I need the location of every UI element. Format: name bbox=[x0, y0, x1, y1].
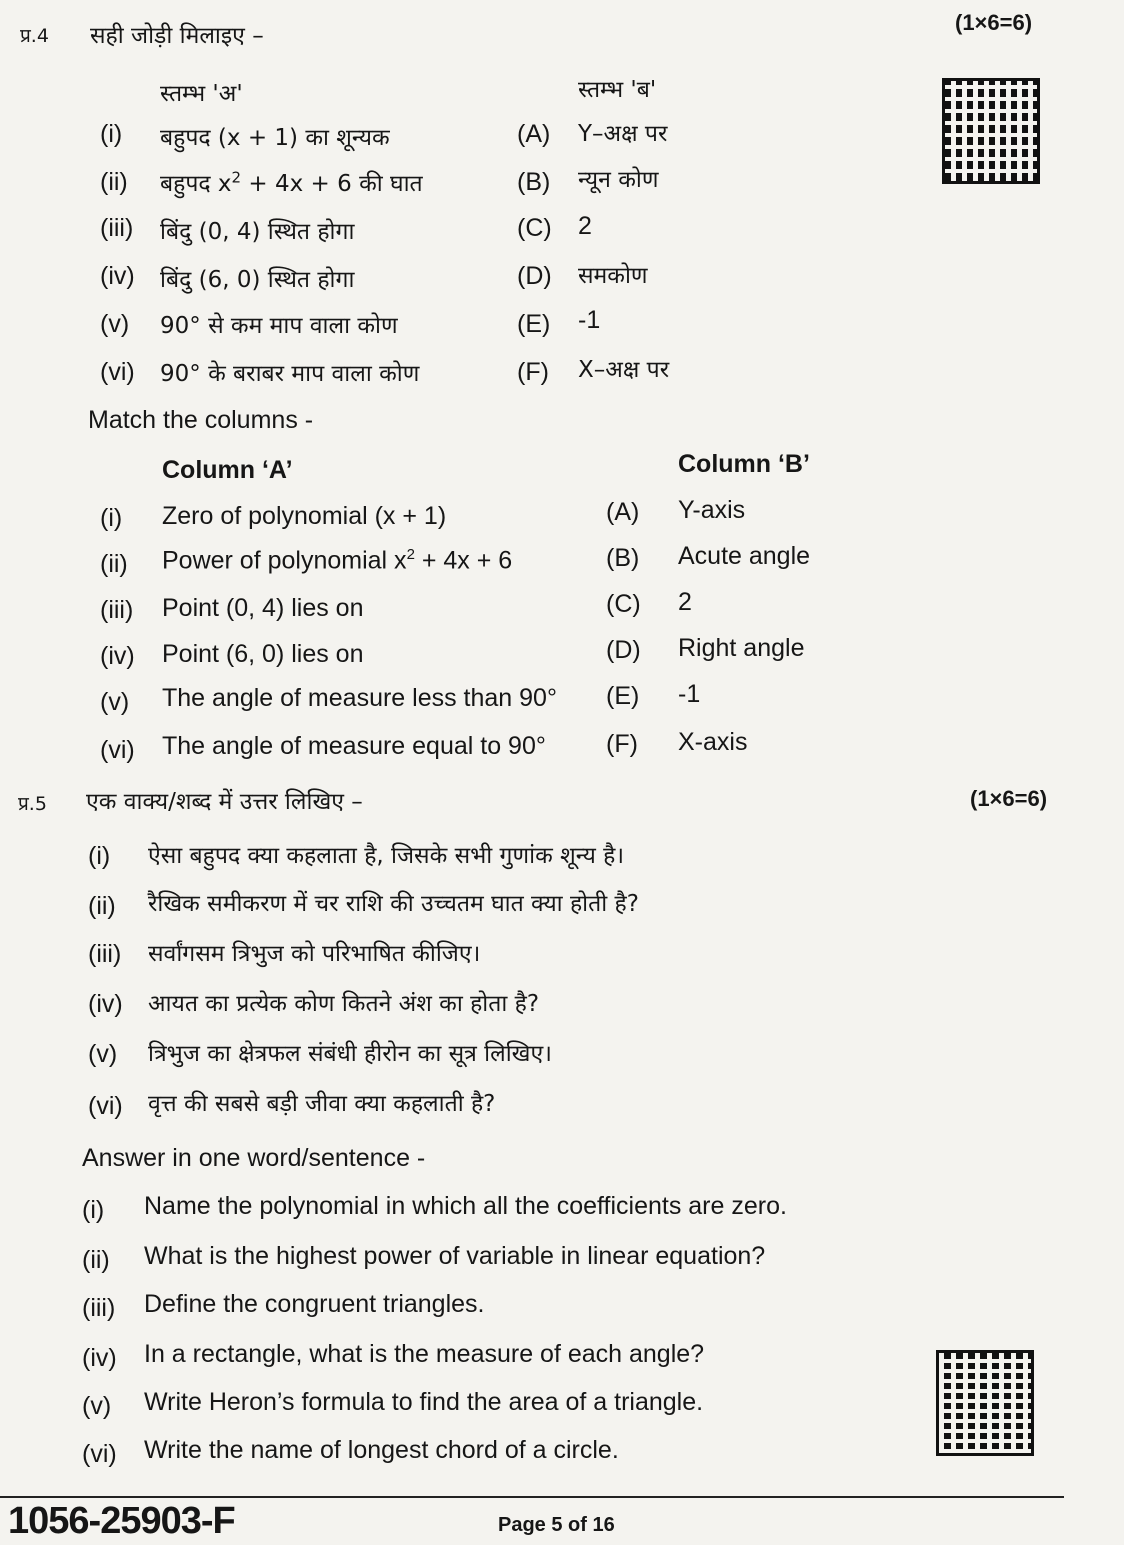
q5-hi-num: (ii) bbox=[88, 892, 116, 920]
q4-hi-row-b: समकोण bbox=[578, 263, 648, 289]
q5-en-text: Name the polynomial in which all the coefficients are zero. bbox=[144, 1192, 787, 1220]
q5-hi-text: ऐसा बहुपद क्या कहलाता है, जिसके सभी गुणांक शून्य है। bbox=[148, 843, 625, 869]
q5-title: एक वाक्य/शब्द में उत्तर लिखिए – bbox=[86, 789, 363, 815]
q4-en-row-b: Acute angle bbox=[678, 542, 811, 570]
q5-en-num: (iii) bbox=[82, 1294, 116, 1322]
q4-hi-row-b: न्यून कोण bbox=[578, 167, 659, 193]
q4-en-row-a: Point (0, 4) lies on bbox=[162, 594, 364, 622]
q4-hi-row-key: (D) bbox=[517, 262, 552, 290]
q5-hi-num: (vi) bbox=[88, 1092, 123, 1120]
q5-en-num: (vi) bbox=[82, 1440, 117, 1468]
q4-hi-row-a: 90° से कम माप वाला कोण bbox=[160, 313, 398, 339]
q5-en-intro: Answer in one word/sentence - bbox=[82, 1144, 426, 1172]
q5-hi-text: वृत्त की सबसे बड़ी जीवा क्या कहलाती है? bbox=[148, 1091, 496, 1117]
q5-en-num: (iv) bbox=[82, 1344, 117, 1372]
q5-number: प्र.5 bbox=[18, 793, 47, 815]
q4-hi-row-a: बिंदु (0, 4) स्थित होगा bbox=[160, 219, 355, 245]
q5-en-num: (v) bbox=[82, 1392, 112, 1420]
q4-hi-row-a: बहुपद $x^2 + 4x + 6$ की घात bbox=[160, 168, 423, 197]
q5-en-text: Write Heron’s formula to find the area of a triangle. bbox=[144, 1388, 704, 1416]
q4-en-row-key: (C) bbox=[606, 590, 641, 618]
q5-en-text: Write the name of longest chord of a circle. bbox=[144, 1436, 619, 1464]
q4-hi-col-a-head: स्तम्भ 'अ' bbox=[160, 81, 243, 107]
q5-hi-num: (i) bbox=[88, 842, 111, 870]
q4-en-row-num: (vi) bbox=[100, 736, 135, 764]
q4-hi-row-b: Y–अक्ष पर bbox=[578, 121, 668, 147]
q4-en-row-num: (ii) bbox=[100, 550, 128, 578]
q4-en-row-key: (B) bbox=[606, 544, 640, 572]
q4-title: सही जोड़ी मिलाइए – bbox=[90, 23, 264, 49]
barcode-top-icon bbox=[942, 78, 1040, 184]
q4-hi-row-a: 90° के बराबर माप वाला कोण bbox=[160, 361, 420, 387]
q4-en-row-b: 2 bbox=[678, 588, 692, 616]
q5-hi-text: रैखिक समीकरण में चर राशि की उच्चतम घात क्या होती है? bbox=[148, 891, 639, 917]
q5-en-text: What is the highest power of variable in linear equation? bbox=[144, 1242, 766, 1270]
q4-hi-row-key: (C) bbox=[517, 214, 552, 242]
q4-hi-row-b: -1 bbox=[578, 306, 601, 334]
q4-en-row-key: (E) bbox=[606, 682, 640, 710]
q5-hi-num: (iv) bbox=[88, 990, 123, 1018]
q5-marks: (1×6=6) bbox=[970, 786, 1048, 811]
q4-en-row-a: Zero of polynomial (x + 1) bbox=[162, 502, 447, 530]
page-number: Page 5 of 16 bbox=[498, 1514, 615, 1536]
q4-hi-row-num: (ii) bbox=[100, 168, 128, 196]
q4-hi-row-num: (vi) bbox=[100, 358, 135, 386]
q5-hi-text: सर्वांगसम त्रिभुज को परिभाषित कीजिए। bbox=[148, 941, 481, 967]
q4-en-row-a: Point (6, 0) lies on bbox=[162, 640, 364, 668]
q4-en-col-b-head: Column ‘B’ bbox=[678, 450, 810, 478]
q4-hi-row-key: (E) bbox=[517, 310, 551, 338]
barcode-bottom-icon bbox=[936, 1350, 1034, 1456]
q4-en-row-num: (iv) bbox=[100, 642, 135, 670]
q4-hi-row-key: (A) bbox=[517, 120, 551, 148]
q4-hi-row-a: बिंदु (6, 0) स्थित होगा bbox=[160, 267, 355, 293]
q4-en-row-num: (i) bbox=[100, 504, 123, 532]
q4-hi-row-b: 2 bbox=[578, 212, 592, 240]
q4-marks: (1×6=6) bbox=[955, 10, 1033, 35]
q5-en-num: (ii) bbox=[82, 1246, 110, 1274]
q4-hi-row-num: (iv) bbox=[100, 262, 135, 290]
paper-code: 1056-25903-F bbox=[8, 1500, 235, 1542]
q5-en-num: (i) bbox=[82, 1196, 105, 1224]
q5-hi-num: (iii) bbox=[88, 940, 122, 968]
q4-hi-row-b: X–अक्ष पर bbox=[578, 357, 670, 383]
q4-hi-row-num: (iii) bbox=[100, 214, 134, 242]
q4-hi-row-num: (i) bbox=[100, 120, 123, 148]
q4-hi-row-key: (B) bbox=[517, 168, 551, 196]
q5-hi-num: (v) bbox=[88, 1040, 118, 1068]
q4-hi-row-key: (F) bbox=[517, 358, 549, 386]
q4-hi-row-num: (v) bbox=[100, 310, 130, 338]
q4-number: प्र.4 bbox=[20, 25, 49, 47]
q4-en-row-key: (F) bbox=[606, 730, 638, 758]
q4-en-row-b: Right angle bbox=[678, 634, 805, 662]
q4-hi-row-a: बहुपद (x + 1) का शून्यक bbox=[160, 125, 390, 151]
q4-en-row-key: (D) bbox=[606, 636, 641, 664]
q5-hi-text: त्रिभुज का क्षेत्रफल संबंधी हीरोन का सूत्र लिखिए। bbox=[148, 1041, 552, 1067]
q4-en-row-a: Power of polynomial $x^2 + 4x + 6$ bbox=[162, 546, 513, 575]
q4-en-row-num: (iii) bbox=[100, 596, 134, 624]
q4-en-col-a-head: Column ‘A’ bbox=[162, 456, 293, 484]
footer-rule bbox=[0, 1496, 1064, 1498]
q4-en-row-b: X-axis bbox=[678, 728, 748, 756]
q4-en-row-b: Y-axis bbox=[678, 496, 746, 524]
q4-en-row-key: (A) bbox=[606, 498, 640, 526]
q4-en-row-a: The angle of measure equal to 90° bbox=[162, 732, 546, 760]
q4-en-row-num: (v) bbox=[100, 688, 130, 716]
q4-hi-col-b-head: स्तम्भ 'ब' bbox=[578, 77, 657, 103]
q5-en-text: Define the congruent triangles. bbox=[144, 1290, 485, 1318]
q5-en-text: In a rectangle, what is the measure of each angle? bbox=[144, 1340, 705, 1368]
q4-en-intro: Match the columns - bbox=[88, 406, 314, 434]
q5-hi-text: आयत का प्रत्येक कोण कितने अंश का होता है? bbox=[148, 991, 540, 1017]
q4-en-row-a: The angle of measure less than 90° bbox=[162, 684, 557, 712]
q4-en-row-b: -1 bbox=[678, 680, 701, 708]
